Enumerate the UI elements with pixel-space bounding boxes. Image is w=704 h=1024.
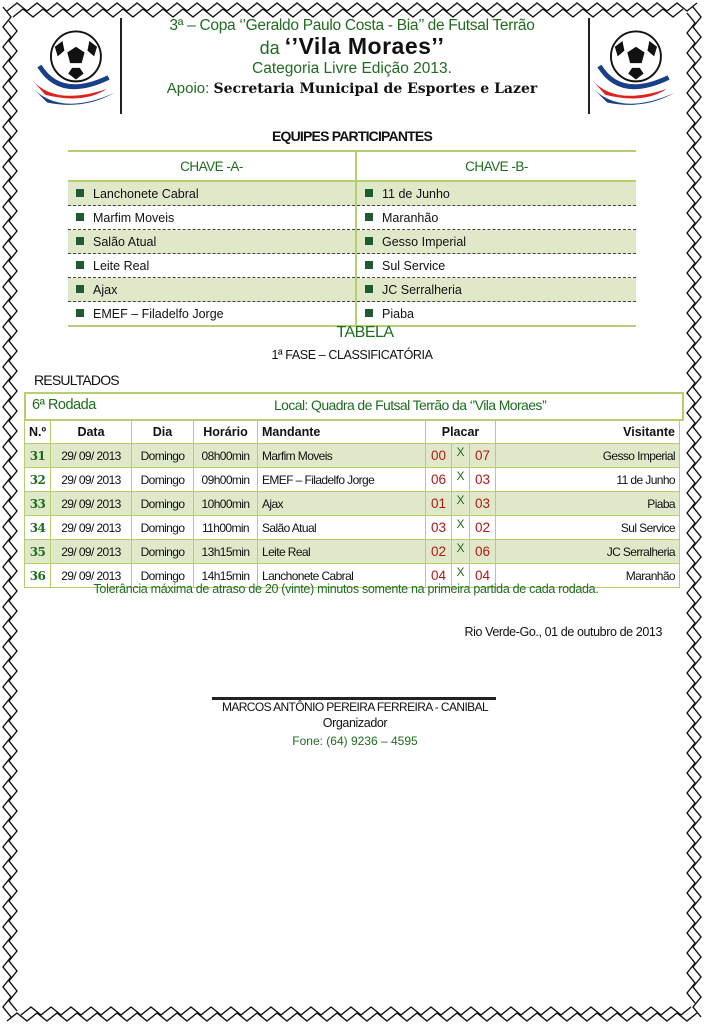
group-b-header: CHAVE -B- [356,151,636,181]
match-row [25,492,680,516]
group-a-team [68,230,356,254]
versus-mark: X [452,492,470,516]
home-score: 04 [426,564,452,588]
away-score: 07 [470,444,496,468]
match-date: 29/ 09/ 2013 [51,468,132,492]
match-time: 10h00min [194,492,258,516]
bullet-square-icon [365,309,373,317]
match-time: 09h00min [194,468,258,492]
team-name: 11 de Junho [382,186,450,201]
match-row [25,444,680,468]
header-titles [132,16,572,99]
round-label: 6ª Rodada [32,397,96,413]
away-team: Sul Service [496,516,680,540]
away-score: 03 [470,492,496,516]
col-date-header: Data [51,421,132,444]
match-time: 13h15min [194,540,258,564]
match-date: 29/ 09/ 2013 [51,444,132,468]
versus-mark: X [452,468,470,492]
bullet-square-icon [76,309,84,317]
group-a-header: CHAVE -A- [68,151,356,181]
group-a-team [68,181,356,206]
home-team: Lanchonete Cabral [258,564,426,588]
tabela-title: TABELA [336,324,394,341]
group-b-team [356,254,636,278]
match-row [25,468,680,492]
match-day: Domingo [132,492,194,516]
header [12,14,692,114]
soccer-ball-logo-icon [26,18,122,114]
col-time-header: Horário [194,421,258,444]
soccer-ball-logo-icon [586,18,682,114]
versus-mark: X [452,516,470,540]
away-score: 04 [470,564,496,588]
away-team: Maranhão [496,564,680,588]
group-row [68,230,636,254]
match-number: 36 [25,564,51,588]
round-location: Local: Quadra de Futsal Terrão da ‘’Vila Moraes’’ [274,397,547,413]
team-name: JC Serralheria [382,282,462,297]
team-name: Leite Real [93,258,150,273]
header-venue-name: ‘’Vila Moraes’’ [284,33,445,59]
team-name: Maranhão [382,210,439,225]
team-name: Sul Service [382,258,446,273]
groups-header-row [68,151,636,181]
bullet-square-icon [365,285,373,293]
group-a-team [68,302,356,327]
bullet-square-icon [365,213,373,221]
header-divider-left [120,18,122,114]
bullet-square-icon [365,237,373,245]
home-team: Salão Atual [258,516,426,540]
match-number: 33 [25,492,51,516]
team-name: Piaba [382,306,414,321]
home-score: 06 [426,468,452,492]
versus-mark: X [452,444,470,468]
match-number: 35 [25,540,51,564]
team-name: EMEF – Filadelfo Jorge [93,306,224,321]
home-team: EMEF – Filadelfo Jorge [258,468,426,492]
group-b-team [356,181,636,206]
home-score: 02 [426,540,452,564]
header-line-1: 3ª – Copa ‘’Geraldo Paulo Costa - Bia’’ de Futsal Terrão [169,17,535,34]
bullet-square-icon [76,189,84,197]
home-score: 00 [426,444,452,468]
versus-mark: X [452,564,470,588]
col-day-header: Dia [132,421,194,444]
signature-role: Organizador [322,716,388,730]
away-team: Gesso Imperial [496,444,680,468]
match-row [25,516,680,540]
match-day: Domingo [132,516,194,540]
team-name: Marfim Moveis [93,210,175,225]
group-b-team [356,206,636,230]
group-b-team [356,278,636,302]
groups-title: EQUIPES PARTICIPANTES [271,128,433,144]
team-name: Lanchonete Cabral [93,186,199,201]
match-date: 29/ 09/ 2013 [51,540,132,564]
home-score: 03 [426,516,452,540]
match-number: 31 [25,444,51,468]
match-number: 32 [25,468,51,492]
match-date: 29/ 09/ 2013 [51,564,132,588]
header-line-2 [132,35,572,59]
away-score: 06 [470,540,496,564]
header-line-4 [132,79,572,99]
match-day: Domingo [132,540,194,564]
bullet-square-icon [76,285,84,293]
away-team: JC Serralheria [496,540,680,564]
group-a-team [68,206,356,230]
round-bar [24,392,684,421]
home-score: 01 [426,492,452,516]
place-date: Rio Verde-Go., 01 de outubro de 2013 [464,625,662,639]
away-team: 11 de Junho [496,468,680,492]
bullet-square-icon [76,261,84,269]
col-score-header: Placar [426,421,496,444]
team-name: Salão Atual [93,234,157,249]
versus-mark: X [452,540,470,564]
team-name: Ajax [93,282,118,297]
group-row [68,278,636,302]
match-date: 29/ 09/ 2013 [51,516,132,540]
group-a-team [68,254,356,278]
away-score: 02 [470,516,496,540]
tolerance-note: Tolerância máxima de atraso de 20 (vinte) minutos somente na primeira partida de cada rodada. [93,582,599,596]
group-a-team [68,278,356,302]
col-away-header: Visitante [496,421,680,444]
team-name: Gesso Imperial [382,234,467,249]
header-line-2-prefix: da [259,38,280,58]
match-time: 11h00min [194,516,258,540]
away-team: Piaba [496,492,680,516]
match-number: 34 [25,516,51,540]
match-time: 14h15min [194,564,258,588]
group-row [68,181,636,206]
header-sponsor: Secretaria Municipal de Esportes e Lazer [213,81,538,97]
results-table [24,420,680,588]
bullet-square-icon [76,213,84,221]
home-team: Ajax [258,492,426,516]
match-day: Domingo [132,564,194,588]
match-date: 29/ 09/ 2013 [51,492,132,516]
col-home-header: Mandante [258,421,426,444]
header-line-3: Categoria Livre Edição 2013. [252,60,452,77]
group-b-team [356,302,636,327]
home-team: Leite Real [258,540,426,564]
group-row [68,206,636,230]
phase-title: 1ª FASE – CLASSIFICATÓRIA [271,348,433,362]
match-time: 08h00min [194,444,258,468]
signature-name: MARCOS ANTÔNIO PEREIRA FERREIRA - CANIBAL [221,700,489,714]
match-day: Domingo [132,444,194,468]
bullet-square-icon [365,261,373,269]
signature-phone: Fone: (64) 9236 – 4595 [292,734,418,748]
home-team: Marfim Moveis [258,444,426,468]
bullet-square-icon [76,237,84,245]
away-score: 03 [470,468,496,492]
match-row [25,540,680,564]
bullet-square-icon [365,189,373,197]
group-b-team [356,230,636,254]
header-support-label: Apoio: [166,80,210,97]
groups-table [68,150,636,327]
match-day: Domingo [132,468,194,492]
group-row [68,302,636,327]
col-num-header: N.º [25,421,51,444]
results-header-row [25,421,680,444]
results-title: RESULTADOS [34,372,119,388]
group-row [68,254,636,278]
